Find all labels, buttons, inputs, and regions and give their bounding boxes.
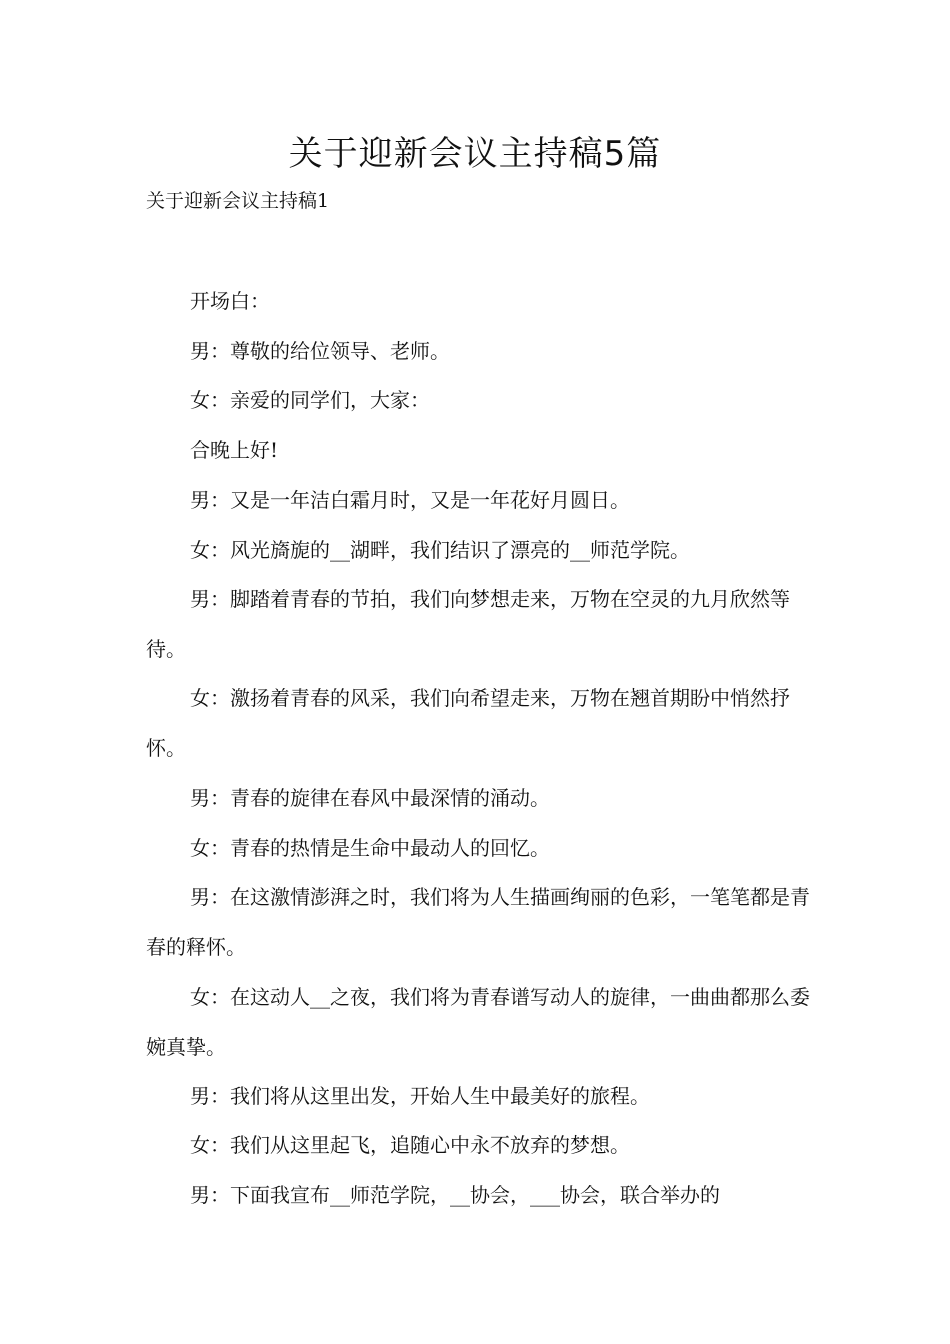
paragraph: 男：青春的旋律在春风中最深情的涌动。 xyxy=(190,786,550,810)
paragraph: 男：下面我宣布__师范学院，__协会，___协会，联合举办的 xyxy=(190,1183,720,1207)
document-title: 关于迎新会议主持稿5篇 xyxy=(288,134,662,174)
paragraph: 女：青春的热情是生命中最动人的回忆。 xyxy=(190,836,550,860)
document-subtitle: 关于迎新会议主持稿1 xyxy=(146,190,330,212)
paragraph: 男：尊敬的给位领导、老师。 xyxy=(190,339,450,363)
paragraph: 男：脚踏着青春的节拍，我们向梦想走来，万物在空灵的九月欣然等待。 xyxy=(146,587,790,661)
paragraph: 女：在这动人__之夜，我们将为青春谱写动人的旋律，一曲曲都那么委婉真挚。 xyxy=(146,985,810,1059)
paragraph-opening: 开场白： xyxy=(190,289,270,313)
paragraph: 女：亲爱的同学们，大家： xyxy=(190,388,430,412)
paragraph: 男：我们将从这里出发，开始人生中最美好的旅程。 xyxy=(190,1084,650,1108)
paragraph: 女：我们从这里起飞，追随心中永不放弃的梦想。 xyxy=(190,1133,630,1157)
paragraph: 女：风光旖旎的__湖畔，我们结识了漂亮的__师范学院。 xyxy=(190,538,690,562)
paragraph: 合晚上好! xyxy=(190,438,279,462)
paragraph: 男：又是一年洁白霜月时，又是一年花好月圆日。 xyxy=(190,488,630,512)
paragraph: 女：激扬着青春的风采，我们向希望走来，万物在翘首期盼中悄然抒怀。 xyxy=(146,686,790,760)
paragraph: 男：在这激情澎湃之时，我们将为人生描画绚丽的色彩，一笔笔都是青春的释怀。 xyxy=(146,885,810,959)
